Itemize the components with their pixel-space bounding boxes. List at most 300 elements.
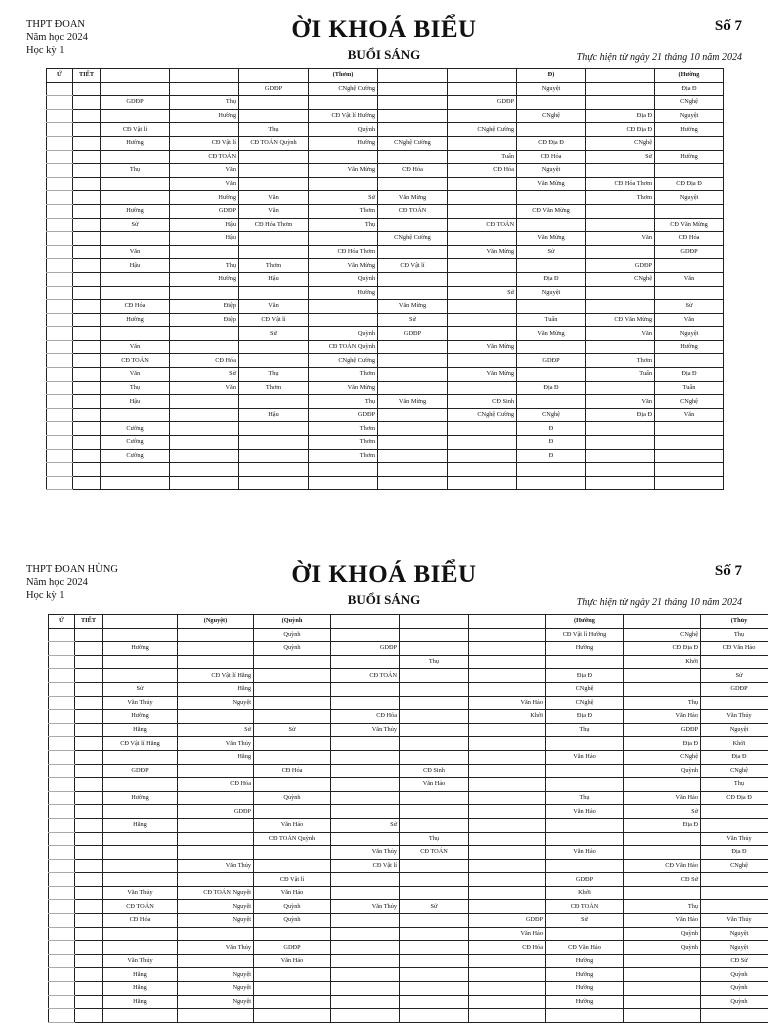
lesson-cell: [178, 655, 254, 669]
lesson-cell: [400, 669, 469, 683]
lesson-cell: Văn: [239, 300, 309, 314]
day-cell: [47, 340, 73, 354]
lesson-cell: Quỳnh: [624, 764, 701, 778]
lesson-cell: [400, 968, 469, 982]
lesson-cell: [103, 750, 178, 764]
lesson-cell: Sử: [586, 150, 655, 164]
lesson-cell: CNghệ: [655, 395, 724, 409]
lesson-cell: Sử: [331, 818, 400, 832]
lesson-cell: Hậu: [170, 218, 239, 232]
lesson-cell: [178, 846, 254, 860]
lesson-cell: Văn Hảo: [546, 805, 624, 819]
lesson-cell: [254, 750, 331, 764]
period-cell: [75, 982, 103, 996]
lesson-cell: GDĐP: [469, 914, 546, 928]
day-cell: [49, 723, 75, 737]
column-header: Ứ: [49, 615, 75, 629]
lesson-cell: CĐ Địa Đ: [701, 791, 768, 805]
lesson-cell: Thơm: [309, 422, 378, 436]
lesson-cell: [546, 737, 624, 751]
day-cell: [49, 941, 75, 955]
lesson-cell: Tuấn: [655, 381, 724, 395]
lesson-cell: [586, 245, 655, 259]
lesson-cell: Thụ: [624, 696, 701, 710]
lesson-cell: Văn Mừng: [448, 340, 517, 354]
lesson-cell: [254, 778, 331, 792]
lesson-cell: Tuấn: [586, 368, 655, 382]
lesson-cell: Văn: [586, 395, 655, 409]
lesson-cell: [624, 682, 701, 696]
day-cell: [47, 204, 73, 218]
period-cell: [75, 764, 103, 778]
table-row: [49, 778, 768, 792]
day-cell: [47, 463, 73, 477]
lesson-cell: [170, 395, 239, 409]
lesson-cell: Hường: [655, 123, 724, 137]
lesson-cell: [655, 422, 724, 436]
lesson-cell: [624, 669, 701, 683]
period-cell: [73, 286, 101, 300]
period-cell: [75, 968, 103, 982]
period-cell: [75, 628, 103, 642]
lesson-cell: [101, 150, 170, 164]
lesson-cell: [254, 696, 331, 710]
lesson-cell: [517, 96, 586, 110]
lesson-cell: Quỳnh: [309, 123, 378, 137]
day-cell: [47, 313, 73, 327]
lesson-cell: [400, 791, 469, 805]
lesson-cell: CĐ Vật lí: [254, 873, 331, 887]
lesson-cell: Hằng: [103, 982, 178, 996]
lesson-cell: [170, 476, 239, 490]
sheet-title: ỜI KHOÁ BIỂU: [291, 16, 477, 43]
lesson-cell: Quỳnh: [254, 791, 331, 805]
lesson-cell: [469, 1009, 546, 1023]
lesson-cell: [469, 954, 546, 968]
lesson-cell: Văn Mừng: [517, 177, 586, 191]
table-row: [47, 191, 724, 205]
lesson-cell: [400, 914, 469, 928]
lesson-cell: Quỳnh: [254, 642, 331, 656]
lesson-cell: Văn Mừng: [309, 381, 378, 395]
period-cell: [75, 737, 103, 751]
lesson-cell: Nguyệt: [517, 164, 586, 178]
lesson-cell: Nguyệt: [517, 286, 586, 300]
lesson-cell: [178, 1009, 254, 1023]
lesson-cell: [254, 655, 331, 669]
table-row: [47, 368, 724, 382]
day-cell: [47, 327, 73, 341]
column-header: [624, 615, 701, 629]
period-cell: [73, 463, 101, 477]
lesson-cell: [624, 886, 701, 900]
column-header: (Thơm): [309, 69, 378, 83]
lesson-cell: [546, 655, 624, 669]
lesson-cell: [331, 696, 400, 710]
lesson-cell: [254, 805, 331, 819]
period-cell: [75, 873, 103, 887]
lesson-cell: [254, 859, 331, 873]
lesson-cell: Tuấn: [448, 150, 517, 164]
day-cell: [47, 82, 73, 96]
lesson-cell: Nguyệt: [178, 982, 254, 996]
day-cell: [47, 272, 73, 286]
sheet-title: ỜI KHOÁ BIỂU: [291, 561, 477, 588]
day-cell: [47, 96, 73, 110]
period-cell: [75, 669, 103, 683]
lesson-cell: Sử: [701, 669, 768, 683]
lesson-cell: CĐ Văn Mừng: [586, 313, 655, 327]
lesson-cell: [178, 818, 254, 832]
table-row: [47, 123, 724, 137]
table-row: [47, 313, 724, 327]
lesson-cell: Thụ: [309, 395, 378, 409]
table-row: [49, 737, 768, 751]
lesson-cell: Văn Thủy: [103, 886, 178, 900]
semester: Học kỳ 1: [26, 45, 65, 56]
lesson-cell: [448, 436, 517, 450]
lesson-cell: CĐ Văn Hảo: [624, 859, 701, 873]
lesson-cell: [400, 927, 469, 941]
lesson-cell: [701, 696, 768, 710]
lesson-cell: [378, 177, 448, 191]
lesson-cell: [517, 368, 586, 382]
lesson-cell: Văn Mừng: [517, 232, 586, 246]
lesson-cell: [400, 982, 469, 996]
school-name: THPT ĐOAN HÙNG: [26, 564, 118, 575]
lesson-cell: Địa Đ: [586, 109, 655, 123]
period-cell: [75, 710, 103, 724]
day-cell: [49, 682, 75, 696]
lesson-cell: Văn Thủy: [103, 954, 178, 968]
lesson-cell: [448, 82, 517, 96]
table-row: [49, 846, 768, 860]
column-header: [586, 69, 655, 83]
lesson-cell: Văn: [655, 408, 724, 422]
lesson-cell: CNghệ Cường: [448, 123, 517, 137]
lesson-cell: [254, 1009, 331, 1023]
period-cell: [75, 846, 103, 860]
table-row: [49, 642, 768, 656]
column-header: TIẾT: [75, 615, 103, 629]
lesson-cell: [331, 1009, 400, 1023]
lesson-cell: Văn Hảo: [624, 710, 701, 724]
lesson-cell: [378, 436, 448, 450]
period-cell: [75, 805, 103, 819]
table-row: [49, 859, 768, 873]
lesson-cell: Thơm: [586, 354, 655, 368]
lesson-cell: [701, 873, 768, 887]
table-row: [49, 941, 768, 955]
day-cell: [49, 764, 75, 778]
lesson-cell: Thụ: [546, 791, 624, 805]
lesson-cell: CĐ TOÁN: [448, 218, 517, 232]
lesson-cell: [469, 642, 546, 656]
lesson-cell: [331, 941, 400, 955]
lesson-cell: [469, 859, 546, 873]
lesson-cell: Văn Thủy: [178, 737, 254, 751]
lesson-cell: [469, 750, 546, 764]
lesson-cell: [101, 82, 170, 96]
table-row: [47, 381, 724, 395]
period-cell: [73, 136, 101, 150]
lesson-cell: [331, 750, 400, 764]
lesson-cell: Địa Đ: [546, 710, 624, 724]
lesson-cell: [239, 177, 309, 191]
lesson-cell: CĐ Văn Mừng: [517, 204, 586, 218]
lesson-cell: [624, 968, 701, 982]
table-row: [47, 82, 724, 96]
lesson-cell: CĐ TOÁN: [331, 669, 400, 683]
table-row: [49, 669, 768, 683]
lesson-cell: Văn Hảo: [254, 886, 331, 900]
day-cell: [49, 873, 75, 887]
day-cell: [49, 791, 75, 805]
lesson-cell: Sử: [655, 300, 724, 314]
lesson-cell: Văn Thủy: [701, 710, 768, 724]
sheet-number: Số 7: [714, 563, 742, 579]
lesson-cell: CĐ TOÁN: [400, 846, 469, 860]
lesson-cell: Nguyệt: [178, 968, 254, 982]
day-cell: [47, 191, 73, 205]
lesson-cell: Văn: [239, 204, 309, 218]
lesson-cell: [331, 764, 400, 778]
lesson-cell: Thơm: [239, 381, 309, 395]
lesson-cell: Văn Hảo: [624, 914, 701, 928]
lesson-cell: Hường: [546, 968, 624, 982]
column-header: [101, 69, 170, 83]
lesson-cell: [448, 381, 517, 395]
lesson-cell: [448, 259, 517, 273]
table-row: [47, 463, 724, 477]
lesson-cell: [331, 995, 400, 1009]
day-cell: [49, 818, 75, 832]
lesson-cell: [178, 628, 254, 642]
lesson-cell: Thụ: [309, 218, 378, 232]
table-row: [47, 232, 724, 246]
lesson-cell: GDĐP: [378, 327, 448, 341]
lesson-cell: CĐ Địa Đ: [517, 136, 586, 150]
table-row: [47, 177, 724, 191]
period-cell: [75, 682, 103, 696]
lesson-cell: CNghệ: [624, 750, 701, 764]
day-cell: [47, 164, 73, 178]
lesson-cell: Nguyệt: [655, 109, 724, 123]
column-header: [378, 69, 448, 83]
day-cell: [47, 232, 73, 246]
lesson-cell: Sử: [517, 245, 586, 259]
table-row: [49, 791, 768, 805]
day-cell: [49, 968, 75, 982]
column-header: Ứ: [47, 69, 73, 83]
lesson-cell: [239, 286, 309, 300]
period-cell: [73, 177, 101, 191]
lesson-cell: Địa Đ: [624, 737, 701, 751]
lesson-cell: Nguyệt: [701, 927, 768, 941]
lesson-cell: [400, 710, 469, 724]
lesson-cell: [469, 995, 546, 1009]
lesson-cell: GDĐP: [239, 82, 309, 96]
lesson-cell: [239, 96, 309, 110]
lesson-cell: [586, 286, 655, 300]
lesson-cell: Nguyệt: [178, 900, 254, 914]
lesson-cell: [448, 136, 517, 150]
lesson-cell: [309, 96, 378, 110]
lesson-cell: Văn Thủy: [103, 696, 178, 710]
lesson-cell: [103, 846, 178, 860]
lesson-cell: [517, 476, 586, 490]
lesson-cell: CĐ Vật lí: [170, 136, 239, 150]
lesson-cell: CĐ Hóa: [103, 914, 178, 928]
lesson-cell: Sử: [624, 805, 701, 819]
lesson-cell: Văn: [655, 313, 724, 327]
lesson-cell: Thụ: [239, 123, 309, 137]
lesson-cell: Điệp: [170, 313, 239, 327]
lesson-cell: [254, 710, 331, 724]
lesson-cell: Sử: [103, 682, 178, 696]
lesson-cell: [546, 818, 624, 832]
lesson-cell: Tuấn: [517, 313, 586, 327]
period-cell: [73, 272, 101, 286]
lesson-cell: [655, 164, 724, 178]
lesson-cell: [170, 245, 239, 259]
lesson-cell: [586, 436, 655, 450]
table-row: [47, 300, 724, 314]
lesson-cell: Văn: [170, 381, 239, 395]
lesson-cell: Văn Thủy: [701, 914, 768, 928]
day-cell: [47, 259, 73, 273]
lesson-cell: [239, 354, 309, 368]
lesson-cell: [170, 123, 239, 137]
period-cell: [75, 886, 103, 900]
lesson-cell: [309, 463, 378, 477]
lesson-cell: [655, 136, 724, 150]
lesson-cell: [103, 832, 178, 846]
lesson-cell: Văn Mừng: [448, 245, 517, 259]
lesson-cell: [103, 1009, 178, 1023]
lesson-cell: CĐ Hóa: [178, 778, 254, 792]
lesson-cell: Quỳnh: [309, 272, 378, 286]
lesson-cell: [239, 245, 309, 259]
lesson-cell: [239, 109, 309, 123]
lesson-cell: Hằng: [103, 968, 178, 982]
day-cell: [49, 927, 75, 941]
lesson-cell: [178, 791, 254, 805]
lesson-cell: GDĐP: [178, 805, 254, 819]
lesson-cell: [655, 259, 724, 273]
lesson-cell: Văn Thủy: [331, 846, 400, 860]
lesson-cell: [469, 682, 546, 696]
table-row: [47, 218, 724, 232]
effective-date: Thực hiện từ ngày 21 tháng 10 năm 2024: [576, 52, 742, 63]
column-header: Đ): [517, 69, 586, 83]
lesson-cell: [378, 96, 448, 110]
lesson-cell: Thụ: [400, 655, 469, 669]
lesson-cell: CĐ Hóa Thơm: [239, 218, 309, 232]
lesson-cell: GDĐP: [331, 642, 400, 656]
lesson-cell: [400, 642, 469, 656]
lesson-cell: [239, 463, 309, 477]
table-row: [49, 968, 768, 982]
period-cell: [73, 381, 101, 395]
lesson-cell: Hậu: [239, 408, 309, 422]
lesson-cell: [655, 204, 724, 218]
lesson-cell: [103, 859, 178, 873]
period-cell: [73, 327, 101, 341]
lesson-cell: [448, 232, 517, 246]
lesson-cell: Hường: [655, 340, 724, 354]
day-cell: [49, 859, 75, 873]
lesson-cell: [469, 791, 546, 805]
lesson-cell: [170, 463, 239, 477]
lesson-cell: CĐ Hóa: [378, 164, 448, 178]
lesson-cell: [101, 327, 170, 341]
table-row: [49, 914, 768, 928]
lesson-cell: CNghệ Cường: [378, 232, 448, 246]
lesson-cell: [469, 968, 546, 982]
lesson-cell: CĐ Vật lí Hường: [546, 628, 624, 642]
period-cell: [73, 259, 101, 273]
table-row: [49, 982, 768, 996]
period-cell: [75, 750, 103, 764]
lesson-cell: [103, 778, 178, 792]
lesson-cell: Địa Đ: [701, 750, 768, 764]
lesson-cell: [517, 395, 586, 409]
lesson-cell: [469, 764, 546, 778]
period-cell: [73, 368, 101, 382]
lesson-cell: CĐ Văn Hảo: [546, 941, 624, 955]
lesson-cell: [378, 476, 448, 490]
day-cell: [47, 109, 73, 123]
table-row: [47, 204, 724, 218]
lesson-cell: [655, 463, 724, 477]
column-header: (Quỳnh: [254, 615, 331, 629]
lesson-cell: GDĐP: [655, 245, 724, 259]
timetable-sheet-1: [0, 0, 768, 500]
lesson-cell: Sử: [178, 723, 254, 737]
lesson-cell: CĐ Hóa: [655, 232, 724, 246]
lesson-cell: [400, 818, 469, 832]
lesson-cell: CNghệ: [546, 696, 624, 710]
lesson-cell: CĐ Vật lí Hường: [309, 109, 378, 123]
lesson-cell: CNghệ: [586, 272, 655, 286]
lesson-cell: Văn: [586, 327, 655, 341]
lesson-cell: CNghệ: [624, 628, 701, 642]
day-cell: [49, 778, 75, 792]
lesson-cell: CĐ Vật lí: [101, 123, 170, 137]
day-cell: [49, 995, 75, 1009]
lesson-cell: Khởi: [546, 886, 624, 900]
lesson-cell: [517, 259, 586, 273]
lesson-cell: CĐ Vật lí: [331, 859, 400, 873]
lesson-cell: CĐ TOÁN Quỳnh: [254, 832, 331, 846]
lesson-cell: [178, 832, 254, 846]
period-cell: [73, 300, 101, 314]
lesson-cell: Văn Hảo: [469, 696, 546, 710]
lesson-cell: Văn Mừng: [517, 327, 586, 341]
lesson-cell: CNghệ: [701, 859, 768, 873]
lesson-cell: Nguyệt: [517, 82, 586, 96]
lesson-cell: [101, 408, 170, 422]
lesson-cell: [517, 218, 586, 232]
lesson-cell: [448, 204, 517, 218]
lesson-cell: CĐ TOÁN Quỳnh: [239, 136, 309, 150]
lesson-cell: Văn Mừng: [378, 395, 448, 409]
lesson-cell: Hường: [309, 136, 378, 150]
lesson-cell: Văn Hảo: [254, 818, 331, 832]
lesson-cell: Nguyệt: [655, 327, 724, 341]
lesson-cell: [239, 476, 309, 490]
